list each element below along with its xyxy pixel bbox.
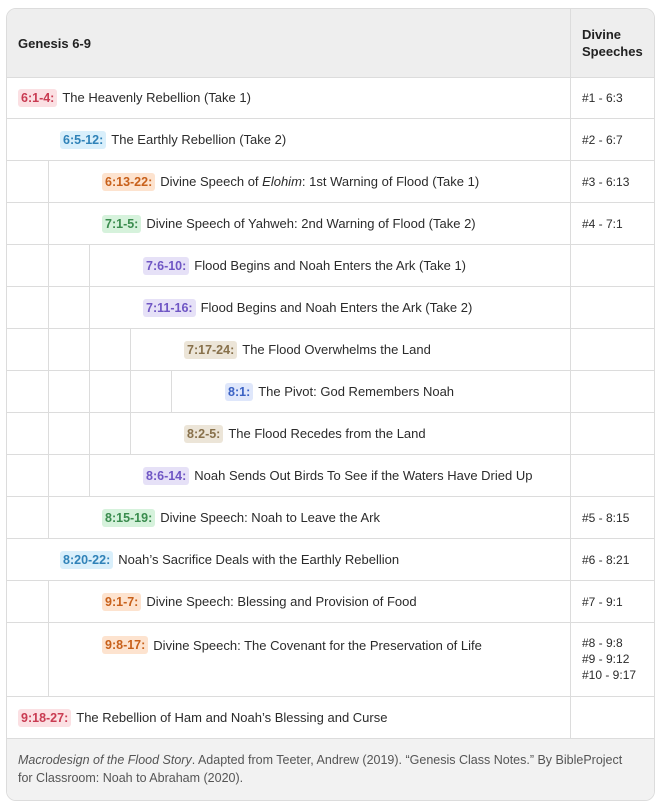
row-label: Divine Speech: The Covenant for the Preservation of Life — [153, 637, 482, 653]
table-row — [7, 77, 654, 119]
table-row — [7, 623, 654, 697]
verse-tag: 7:17-24: — [184, 341, 237, 359]
speech-cell: #7 - 9:1 — [570, 581, 654, 622]
verse-tag: 9:18-27: — [18, 709, 71, 727]
speech-cell: #1 - 6:3 — [570, 77, 654, 118]
speech-cell: #6 - 8:21 — [570, 539, 654, 580]
speech-cell — [570, 329, 654, 370]
speech-cell — [570, 287, 654, 328]
table-row — [7, 497, 654, 539]
verse-tag: 7:1-5: — [102, 215, 141, 233]
table-row — [7, 539, 654, 581]
table-row — [7, 413, 654, 455]
row-label: The Earthly Rebellion (Take 2) — [111, 132, 287, 147]
row-label: The Rebellion of Ham and Noah’s Blessing and Curse — [76, 710, 388, 725]
row-label: The Flood Recedes from the Land — [228, 426, 426, 441]
speech-cell — [570, 697, 654, 738]
verse-tag: 7:11-16: — [143, 299, 196, 317]
speech-cell — [570, 245, 654, 286]
header-genesis: Genesis 6-9 — [18, 35, 91, 51]
verse-tag: 8:6-14: — [143, 467, 189, 485]
verse-tag: 7:6-10: — [143, 257, 189, 275]
table-row — [7, 203, 654, 245]
row-label: Flood Begins and Noah Enters the Ark (Take 1) — [194, 258, 467, 273]
speech-cell: #8 - 9:8 #9 - 9:12 #10 - 9:17 — [570, 623, 654, 696]
caption-source: . Adapted from Teeter, Andrew (2019). “Genesis Class Notes.” By BibleProject for Classroom: Noah to Abraham (2020). — [18, 753, 623, 785]
speech-cell: #5 - 8:15 — [570, 497, 654, 538]
verse-tag: 8:2-5: — [184, 425, 223, 443]
table-row — [7, 329, 654, 371]
row-label: The Flood Overwhelms the Land — [242, 342, 431, 357]
verse-tag: 8:15-19: — [102, 509, 155, 527]
caption-title: Macrodesign of the Flood Story — [18, 753, 192, 767]
table-row — [7, 119, 654, 161]
speech-cell — [570, 371, 654, 412]
row-label: Noah Sends Out Birds To See if the Waters Have Dried Up — [194, 468, 533, 483]
speech-cell — [570, 413, 654, 454]
speech-cell: #4 - 7:1 — [570, 203, 654, 244]
table-row — [7, 697, 654, 739]
row-label: The Pivot: God Remembers Noah — [258, 384, 455, 399]
table-row — [7, 287, 654, 329]
row-label: The Heavenly Rebellion (Take 1) — [62, 90, 251, 105]
table-row — [7, 371, 654, 413]
verse-tag: 6:5-12: — [60, 131, 106, 149]
table-row — [7, 581, 654, 623]
verse-tag: 8:20-22: — [60, 551, 113, 569]
speech-cell: #2 - 6:7 — [570, 119, 654, 160]
row-label: Divine Speech: Blessing and Provision of Food — [146, 594, 417, 609]
row-label: Divine Speech of Elohim: 1st Warning of Flood (Take 1) — [160, 174, 480, 189]
table-row — [7, 245, 654, 287]
speech-cell — [570, 455, 654, 496]
header-divine-speeches: Divine Speeches — [570, 9, 654, 77]
speech-cell: #3 - 6:13 — [570, 161, 654, 202]
table-header — [7, 9, 654, 78]
verse-tag: 6:13-22: — [102, 173, 155, 191]
verse-tag: 9:8-17: — [102, 636, 148, 654]
verse-tag: 6:1-4: — [18, 89, 57, 107]
table-row — [7, 455, 654, 497]
flood-structure-table — [6, 8, 655, 801]
row-label: Noah’s Sacrifice Deals with the Earthly Rebellion — [118, 552, 400, 567]
row-label: Flood Begins and Noah Enters the Ark (Take 2) — [200, 300, 473, 315]
row-label: Divine Speech of Yahweh: 2nd Warning of Flood (Take 2) — [146, 216, 476, 231]
verse-tag: 8:1: — [225, 383, 253, 401]
table-caption — [7, 739, 654, 800]
verse-tag: 9:1-7: — [102, 593, 141, 611]
row-label: Divine Speech: Noah to Leave the Ark — [160, 510, 380, 525]
table-row — [7, 161, 654, 203]
